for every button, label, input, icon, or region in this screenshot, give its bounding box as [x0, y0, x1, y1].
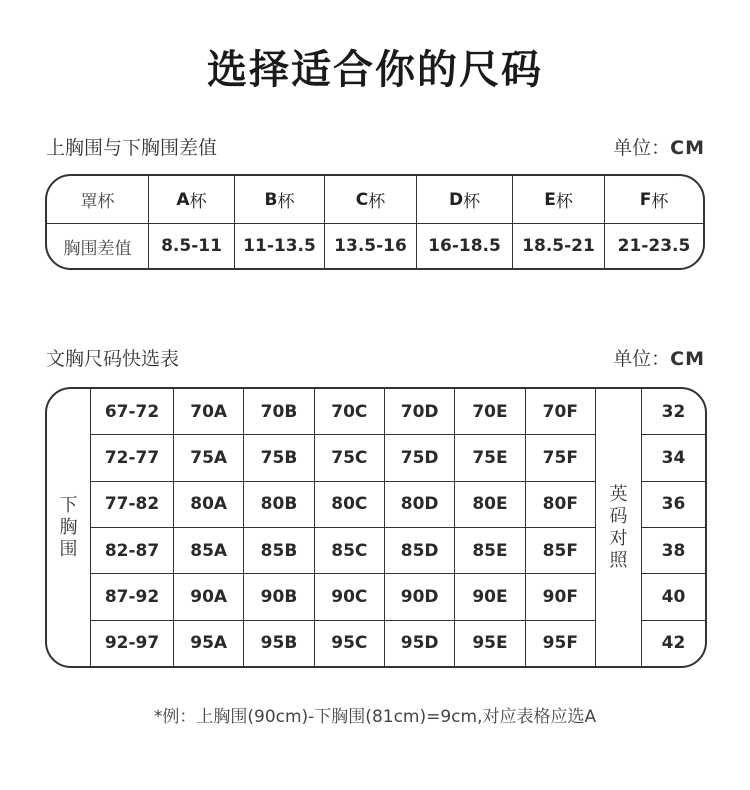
- size-cell: 70B: [243, 389, 313, 434]
- cup-letter: D: [448, 189, 464, 210]
- size-unit-value: CM: [670, 348, 705, 370]
- size-cell: 80B: [243, 482, 313, 527]
- cup-suffix: 杯: [189, 192, 207, 212]
- cup-header-e: [512, 176, 604, 223]
- cup-unit: [613, 133, 705, 160]
- cup-letter: C: [355, 189, 369, 210]
- cup-unit-value: CM: [670, 137, 705, 159]
- size-cell: 75D: [384, 435, 454, 480]
- cup-header-b: [234, 176, 324, 223]
- cup-value-b: 11-13.5: [234, 224, 324, 268]
- size-cell: 75C: [314, 435, 384, 480]
- size-row: [91, 434, 595, 480]
- uk-size-cell: 38: [642, 527, 705, 573]
- size-cell: 90E: [454, 574, 524, 619]
- cup-difference-table: [45, 174, 705, 270]
- size-cell: 70A: [173, 389, 243, 434]
- size-section-title: 文胸尺码快选表: [46, 348, 180, 370]
- uk-char: 照: [609, 549, 628, 571]
- size-cell: 70F: [525, 389, 595, 434]
- cup-value-a: 8.5-11: [148, 224, 234, 268]
- cup-letter: A: [176, 189, 190, 210]
- size-cell: 85D: [384, 528, 454, 573]
- size-cell: 80D: [384, 482, 454, 527]
- underbust-range: 82-87: [104, 540, 160, 561]
- cup-value-e: 18.5-21: [512, 224, 604, 268]
- size-cell: 85A: [173, 528, 243, 573]
- underbust-range: 87-92: [104, 586, 160, 607]
- cup-unit-label: 单位：: [613, 137, 671, 159]
- underbust-range: 77-82: [104, 494, 160, 515]
- size-cell: 80F: [525, 482, 595, 527]
- uk-char: 对: [609, 527, 628, 549]
- size-cell: 75F: [525, 435, 595, 480]
- cup-suffix: 杯: [463, 192, 481, 212]
- uk-char: 码: [609, 505, 628, 527]
- size-cell: 90A: [173, 574, 243, 619]
- cup-suffix: 杯: [555, 192, 573, 212]
- size-cell: 80E: [454, 482, 524, 527]
- example-note: *例：上胸围(90cm)-下胸围(81cm)=9cm,对应表格应选A: [153, 707, 597, 727]
- underbust-char: 下: [59, 494, 78, 516]
- size-cell: 85E: [454, 528, 524, 573]
- cup-letter: E: [544, 189, 556, 210]
- cup-header-c: [324, 176, 416, 223]
- size-cell: 70C: [314, 389, 384, 434]
- cup-header-label: 罩杯: [80, 192, 115, 212]
- uk-size-column: [642, 389, 705, 666]
- uk-label-column: [595, 389, 642, 666]
- underbust-label: [60, 495, 78, 561]
- cup-value-row: [47, 223, 703, 268]
- size-cell: 90F: [525, 574, 595, 619]
- cup-header-row: [47, 176, 703, 223]
- size-cell: 85F: [525, 528, 595, 573]
- cup-suffix: 杯: [277, 192, 295, 212]
- uk-size-cell: 32: [661, 401, 686, 422]
- size-cell: 75A: [173, 435, 243, 480]
- cup-header-a: [148, 176, 234, 223]
- cup-header-d: [416, 176, 512, 223]
- size-cell: 70D: [384, 389, 454, 434]
- size-row: [91, 481, 595, 527]
- size-cell: 90B: [243, 574, 313, 619]
- underbust-range: 92-97: [104, 633, 160, 654]
- cup-suffix: 杯: [368, 192, 386, 212]
- size-grid: [91, 389, 595, 666]
- cup-suffix: 杯: [651, 192, 669, 212]
- page-title: 选择适合你的尺码: [207, 47, 543, 93]
- size-cell: 95F: [525, 621, 595, 666]
- underbust-char: 围: [59, 538, 78, 560]
- size-cell: 95E: [454, 621, 524, 666]
- size-cell: 95A: [173, 621, 243, 666]
- uk-size-cell: 40: [642, 573, 705, 619]
- uk-size-cell: 36: [642, 481, 705, 527]
- cup-section-title: 上胸围与下胸围差值: [46, 137, 218, 159]
- underbust-char: 胸: [59, 516, 78, 538]
- uk-char: 英: [609, 483, 628, 505]
- size-cell: 85B: [243, 528, 313, 573]
- size-row: [91, 573, 595, 619]
- underbust-label-column: [47, 389, 91, 666]
- size-cell: 95C: [314, 621, 384, 666]
- size-unit-label: 单位：: [613, 348, 671, 370]
- size-cell: 90D: [384, 574, 454, 619]
- size-unit: [613, 344, 705, 371]
- cup-letter: B: [264, 189, 278, 210]
- cup-letter: F: [639, 189, 652, 210]
- cup-value-f: 21-23.5: [604, 224, 703, 268]
- cup-row-label: 胸围差值: [63, 238, 132, 259]
- size-cell: 75E: [454, 435, 524, 480]
- cup-value-d: 16-18.5: [416, 224, 512, 268]
- uk-label: [610, 484, 628, 572]
- uk-size-cell: 42: [642, 620, 705, 666]
- uk-size-cell: 34: [642, 434, 705, 480]
- underbust-range: 72-77: [104, 447, 160, 468]
- size-cell: 90C: [314, 574, 384, 619]
- size-cell: 95B: [243, 621, 313, 666]
- size-table: [45, 387, 707, 668]
- size-cell: 80A: [173, 482, 243, 527]
- cup-header-f: [604, 176, 703, 223]
- size-row: [91, 389, 595, 434]
- size-row: [91, 620, 595, 666]
- size-cell: 95D: [384, 621, 454, 666]
- cup-value-c: 13.5-16: [324, 224, 416, 268]
- size-cell: 85C: [314, 528, 384, 573]
- underbust-range: 67-72: [104, 401, 160, 422]
- size-cell: 80C: [314, 482, 384, 527]
- size-cell: 75B: [243, 435, 313, 480]
- size-row: [91, 527, 595, 573]
- size-cell: 70E: [454, 389, 524, 434]
